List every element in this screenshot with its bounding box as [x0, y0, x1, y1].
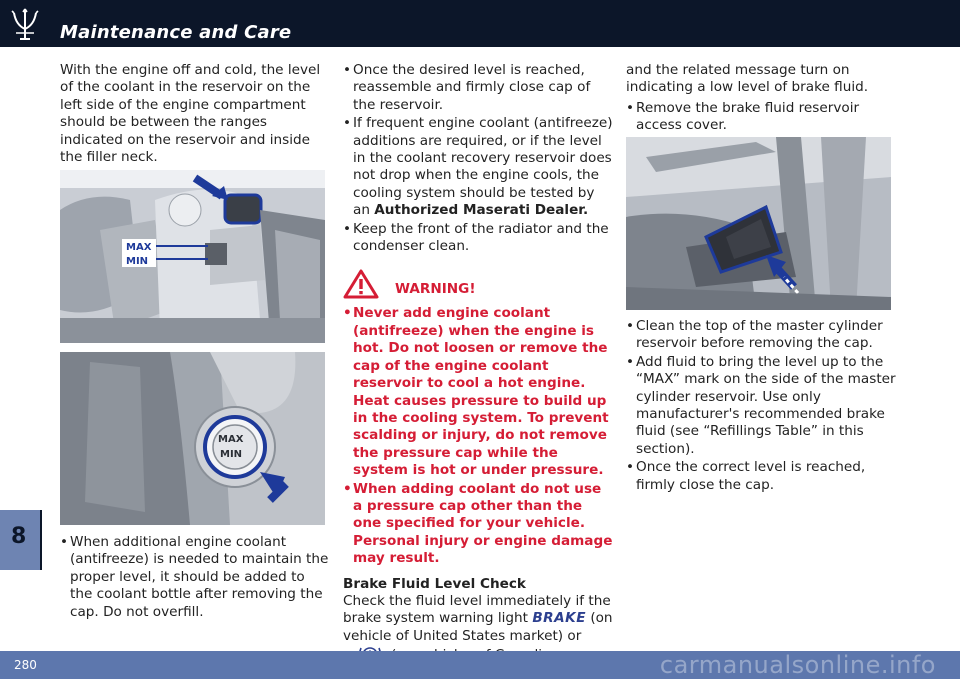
warning-title: WARNING!: [395, 281, 476, 298]
brake-para-b: (on vehicle of United States market) or: [343, 610, 613, 644]
clean-top-bullet: • Clean the top of the master cylinder reservoir before removing the cap.: [626, 318, 896, 353]
keep-radiator-clean-bullet: • Keep the front of the radiator and the condenser clean.: [343, 221, 613, 256]
column-3-lower: [626, 318, 896, 495]
chapter-tab[interactable]: [0, 510, 42, 570]
brake-reservoir-cover-image: [626, 137, 891, 310]
add-fluid-bullet: • Add fluid to bring the level up to the “MAX” mark on the side of the master cylinder reservoir. Use only manufacturer's recommended brake fluid (see “Refillings Table” in this section).: [626, 354, 896, 458]
trident-logo-icon: [10, 7, 40, 41]
brake-para-continued: and the related message turn on indicating a low level of brake fluid.: [626, 62, 869, 96]
warning-hot-engine: • Never add engine coolant (antifreeze) when the engine is hot. Do not loosen or remove the cap of the engine coolant reservoir to cool a hot engine. Heat causes pressure to build up in the cooling system. To prevent scalding or injury, do not remove the pressure cap while the system is hot or under pressure.: [343, 305, 613, 479]
max-label: MAX: [126, 242, 152, 253]
coolant-intro-text: With the engine off and cold, the level of the coolant in the reservoir on the left side of the engine compartment should be between the ranges indicated on the reservoir and inside the filler neck.: [60, 62, 321, 166]
coolant-reservoir-image: [60, 170, 325, 343]
authorized-dealer-text: Authorized Maserati Dealer.: [374, 202, 589, 219]
add-coolant-bullet: • When additional engine coolant (antifreeze) is needed to maintain the proper level, it should be added to the coolant bottle after removing the cap. Do not overfill.: [60, 534, 330, 621]
close-cap-bullet: • Once the correct level is reached, firmly close the cap.: [626, 459, 896, 494]
cap-max-mark: MAX: [218, 434, 244, 445]
brake-warning-light-icon: BRAKE: [532, 610, 586, 627]
min-label: MIN: [126, 256, 149, 267]
reassemble-bullet: • Once the desired level is reached, reassemble and firmly close cap of the reservoir.: [343, 62, 613, 114]
filler-neck-image: [60, 352, 325, 525]
page-number: 280: [14, 658, 37, 672]
page-header: [0, 0, 960, 47]
frequent-additions-bullet: [343, 115, 613, 219]
brake-para-a: Check the fluid level immediately if the brake system warning light: [343, 592, 611, 627]
column-1-lower: [60, 534, 330, 622]
watermark: carmanualsonline.info: [659, 651, 936, 679]
warning-heading: [343, 269, 613, 299]
brake-fluid-heading: Brake Fluid Level Check: [343, 575, 526, 592]
frequent-additions-text: If frequent engine coolant (antifreeze) additions are required, or if the level in the coolant recovery reservoir does not drop when the engine cools, the cooling system should be tested by an: [353, 115, 613, 219]
column-3: [626, 62, 896, 136]
column-1: [60, 62, 330, 166]
chapter-number: 8: [11, 524, 27, 549]
warning-pressure-cap: • When adding coolant do not use a pressure cap other than the one specified for your vehicle. Personal injury or engine damage may result.: [343, 481, 613, 568]
column-2: [343, 62, 613, 679]
page-footer: [0, 651, 960, 679]
page-title: Maintenance and Care: [60, 22, 292, 43]
warning-triangle-icon: [343, 269, 379, 299]
cap-min-mark: MIN: [220, 449, 243, 460]
remove-cover-bullet: • Remove the brake fluid reservoir access cover.: [626, 100, 896, 135]
